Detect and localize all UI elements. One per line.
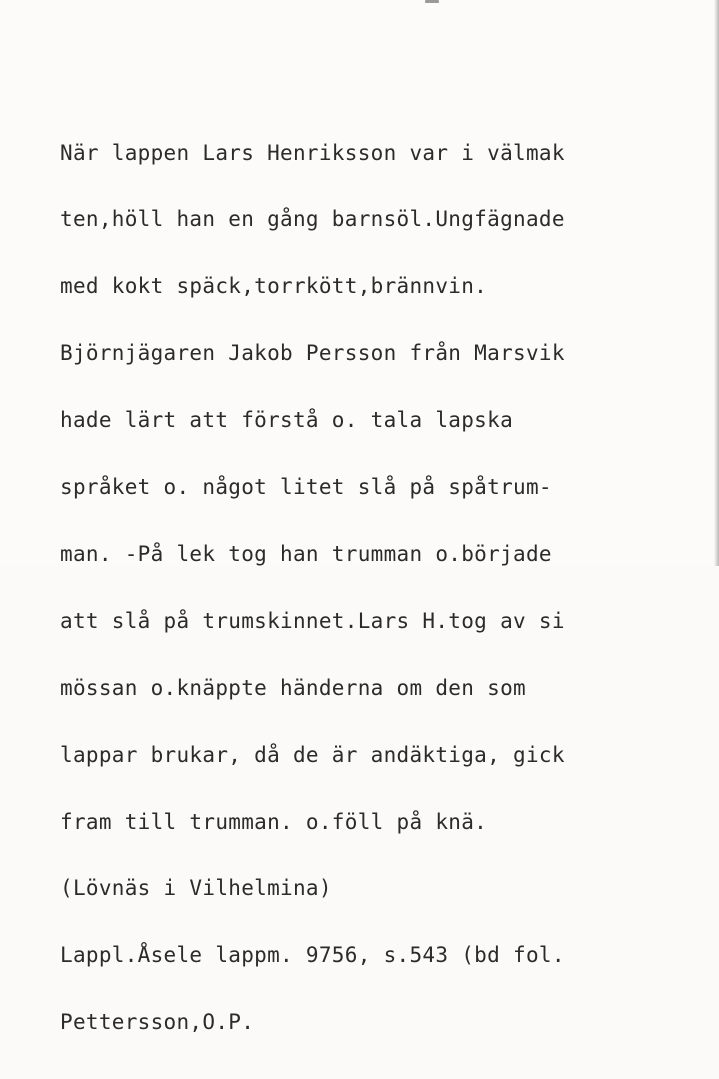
text-line-10: lappar brukar, då de är andäktiga, gick: [60, 742, 565, 767]
text-line-9: mössan o.knäppte händerna om den som: [60, 675, 526, 700]
text-line-8: att slå på trumskinnet.Lars H.tog av si: [60, 608, 565, 633]
text-line-4: Björnjägaren Jakob Persson från Marsvik: [60, 341, 565, 366]
card-top-mark: [425, 0, 439, 3]
text-line-7: man. -På lek tog han trumman o.började: [60, 541, 552, 566]
text-line-2: ten,höll han en gång barnsöl.Ungfägnade: [60, 207, 565, 232]
card-right-edge-shadow: [714, 0, 719, 566]
text-line-11: fram till trumman. o.föll på knä.: [60, 809, 488, 834]
text-line-6: språket o. något litet slå på spåtrum-: [60, 475, 552, 500]
author-line: Pettersson,O.P.: [60, 1010, 255, 1035]
typewritten-text: [60, 97, 565, 1078]
text-line-3: med kokt späck,torrkött,brännvin.: [60, 274, 488, 299]
location-line: (Lövnäs i Vilhelmina): [60, 876, 332, 901]
source-reference-line: Lappl.Åsele lappm. 9756, s.543 (bd fol.: [60, 943, 565, 968]
text-line-5: hade lärt att förstå o. tala lapska: [60, 408, 514, 433]
text-line-1: När lappen Lars Henriksson var i välmak: [60, 140, 565, 165]
